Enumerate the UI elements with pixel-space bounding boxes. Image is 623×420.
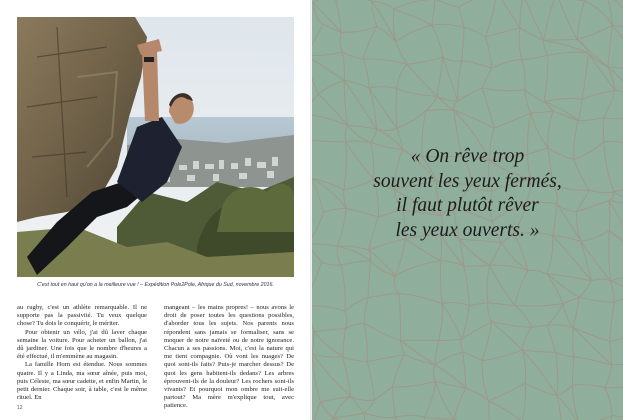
crackle-line: [577, 39, 608, 66]
photo-caption: C'est tout en haut qu'on a la meilleure vue ! – Expédition Pole2Pole, Afrique du Sud, novembre 2016.: [37, 282, 274, 288]
crackle-line: [515, 306, 532, 328]
crackle-line: [458, 7, 464, 27]
crackle-line: [432, 25, 443, 57]
crackle-line: [522, 60, 525, 90]
right-page: [312, 0, 623, 420]
crackle-line: [528, 270, 547, 274]
crackle-line: [581, 241, 611, 281]
crackle-line: [435, 340, 439, 364]
crackle-line: [572, 357, 574, 386]
crackle-line: [334, 397, 351, 418]
crackle-line: [544, 0, 557, 40]
crackle-line: [462, 306, 469, 339]
crackle-line: [489, 401, 523, 420]
crackle-line: [312, 24, 323, 55]
crackle-line: [577, 25, 612, 39]
crackle-line: [342, 52, 363, 59]
crackle-line: [557, 0, 585, 1]
crackle-line: [435, 352, 463, 364]
crackle-line: [573, 328, 610, 342]
crackle-line: [610, 281, 614, 303]
crackle-line: [490, 265, 515, 305]
crackle-line: [344, 81, 347, 126]
quote-line: les yeux ouverts. »: [395, 219, 540, 241]
crackle-line: [392, 381, 435, 387]
crackle-line: [439, 304, 443, 341]
crackle-line: [578, 118, 603, 121]
crackle-line: [341, 26, 377, 32]
crackle-line: [454, 110, 494, 128]
crackle-line: [345, 311, 347, 328]
crackle-line: [426, 110, 454, 111]
crackle-line: [439, 339, 462, 341]
crackle-line: [395, 239, 405, 276]
crackle-line: [367, 361, 374, 400]
crackle-line: [434, 365, 436, 382]
crackle-line: [343, 357, 368, 362]
crackle-line: [369, 88, 397, 128]
crackle-line: [488, 303, 515, 306]
crackle-line: [345, 323, 363, 328]
crackle-line: [312, 244, 337, 246]
crackle-line: [573, 328, 574, 357]
crackle-line: [348, 125, 377, 129]
crackle-line: [323, 24, 341, 32]
paragraph: Pour obtenir un vélo, j'ai dû laver chaque semaine la voiture. Pour acheter un ballon, j'ai dû jardiner. Une fois que le nombre d'heures a été effectué, il m'emmène au magasin.: [17, 328, 147, 361]
crackle-line: [544, 55, 548, 102]
crackle-line: [548, 111, 553, 148]
crackle-line: [489, 401, 490, 420]
crackle-line: [485, 0, 496, 37]
crackle-line: [395, 415, 424, 417]
crackle-line: [614, 298, 623, 302]
crackle-line: [462, 322, 492, 339]
crackle-line: [364, 323, 400, 340]
crackle-line: [318, 94, 347, 125]
crackle-line: [603, 117, 623, 119]
crackle-line: [525, 383, 557, 395]
crackle-line: [515, 271, 528, 306]
crackle-line: [396, 42, 407, 65]
crackle-line: [345, 125, 347, 142]
crackle-line: [337, 246, 370, 260]
crackle-line: [396, 25, 432, 42]
crackle-line: [525, 90, 544, 102]
crackle-line: [312, 332, 314, 354]
crackle-line: [462, 27, 464, 61]
crackle-line: [482, 88, 525, 91]
crackle-line: [490, 243, 502, 266]
quote-line: « On rêve trop: [410, 146, 525, 167]
crackle-line: [318, 81, 344, 95]
crackle-line: [577, 1, 584, 40]
crackle-line: [436, 381, 466, 388]
crackle-line: [312, 306, 314, 332]
crackle-line: [312, 262, 322, 306]
paragraph: au rugby, c'est un athlète remarquable. Il ne supporte pas la passivité. Tu veux quelque chose? Tu dois le conquérir, le mériter.: [17, 304, 147, 328]
crackle-line: [435, 0, 458, 7]
crackle-line: [579, 297, 614, 302]
crackle-line: [407, 57, 443, 64]
crackle-line: [363, 59, 407, 64]
crackle-line: [522, 350, 557, 395]
crackle-line: [397, 64, 407, 88]
crackle-line: [426, 96, 437, 111]
crackle-line: [312, 353, 350, 396]
crackle-line: [371, 261, 395, 276]
crackle-line: [345, 298, 368, 311]
crackle-line: [547, 303, 563, 325]
crackle-line: [397, 111, 426, 128]
crackle-line: [489, 383, 526, 401]
crackle-line: [606, 0, 623, 29]
crackle-line: [531, 111, 553, 113]
crackle-line: [592, 279, 611, 281]
crackle-line: [392, 355, 404, 387]
crackle-line: [579, 281, 591, 298]
crackle-line: [394, 9, 432, 25]
crackle-line: [312, 244, 322, 262]
crackle-line: [605, 386, 623, 388]
crackle-line: [469, 303, 488, 306]
crackle-line: [464, 27, 485, 37]
page-number: 12: [17, 405, 23, 411]
pull-quote: [312, 145, 623, 243]
crackle-line: [494, 113, 531, 128]
crackle-line: [610, 269, 623, 281]
crackle-line: [464, 266, 470, 305]
crackle-line: [375, 387, 393, 400]
crackle-line: [368, 294, 399, 298]
crackle-line: [334, 413, 364, 418]
body-text-column-left: [17, 304, 147, 402]
crackle-line: [313, 0, 335, 2]
crackle-line: [399, 294, 442, 304]
crackle-line: [462, 61, 492, 69]
crackle-line: [610, 281, 623, 299]
crackle-line: [313, 2, 323, 24]
crackle-line: [443, 57, 458, 101]
crackle-line: [351, 397, 375, 401]
crackle-line: [522, 55, 548, 59]
crackle-line: [461, 339, 463, 352]
crackle-line: [496, 0, 519, 28]
crackle-line: [578, 99, 582, 121]
crackle-line: [312, 353, 320, 401]
crackle-line: [363, 59, 369, 88]
crackle-line: [574, 357, 612, 365]
crackle-line: [523, 0, 544, 40]
body-text-column-right: [164, 304, 294, 411]
crackle-line: [399, 294, 400, 341]
crackle-line: [369, 87, 397, 89]
paragraph: La famille Horn est étendue. Nous sommes quatre. Il y a Linda, ma sœur aînée, puis moi, puis Céleste, ma sœur cadette, et enfin Martin, le petit dernier. Chaque soir, à table, c'est le même rituel. En: [17, 361, 147, 402]
crackle-line: [463, 352, 482, 361]
crackle-line: [482, 68, 492, 87]
crackle-line: [612, 364, 623, 369]
crackle-line: [547, 274, 563, 304]
crackle-line: [553, 111, 578, 121]
crackle-line: [458, 61, 462, 101]
crackle-line: [563, 303, 573, 327]
crackle-line: [394, 0, 435, 9]
crackle-line: [482, 361, 489, 401]
crackle-line: [603, 118, 604, 142]
crackle-line: [314, 332, 343, 357]
crackle-line: [584, 0, 606, 1]
crackle-line: [405, 355, 435, 365]
crackle-line: [515, 303, 563, 306]
crackle-line: [437, 96, 458, 101]
crackle-line: [432, 0, 435, 25]
crackle-line: [337, 246, 369, 250]
crackle-line: [572, 385, 604, 387]
crackle-line: [582, 53, 588, 99]
crackle-line: [337, 246, 341, 265]
crackle-line: [605, 365, 612, 387]
crackle-line: [556, 352, 558, 395]
crackle-line: [522, 350, 526, 383]
crackle-line: [522, 350, 556, 352]
crackle-line: [367, 355, 404, 362]
crackle-line: [343, 328, 346, 356]
crackle-line: [363, 26, 377, 59]
crackle-line: [312, 52, 342, 55]
crackle-line: [442, 303, 469, 306]
crackle-line: [341, 261, 371, 265]
crackle-line: [544, 98, 582, 101]
crackle-line: [342, 52, 345, 81]
crackle-line: [458, 88, 482, 101]
crackle-line: [522, 383, 525, 420]
crackle-line: [615, 90, 623, 97]
crackle-line: [482, 350, 522, 361]
crackle-line: [442, 304, 462, 339]
crackle-line: [572, 385, 580, 420]
crackle-line: [606, 0, 612, 25]
crackle-line: [321, 402, 334, 418]
crackle-line: [543, 40, 547, 55]
crackle-line: [610, 334, 623, 342]
crackle-line: [424, 417, 454, 419]
crackle-line: [371, 129, 377, 142]
crackle-line: [335, 0, 342, 32]
crackle-line: [322, 262, 341, 265]
crackle-line: [394, 276, 399, 293]
crackle-line: [463, 352, 466, 388]
crackle-line: [482, 88, 494, 128]
crackle-line: [454, 101, 458, 110]
crackle-line: [364, 323, 368, 361]
crackle-line: [573, 328, 611, 365]
crackle-line: [531, 113, 548, 148]
crackle-line: [520, 0, 523, 28]
crackle-line: [314, 402, 321, 420]
crackle-line: [368, 261, 371, 298]
crackle-line: [557, 385, 572, 395]
crackle-line: [437, 57, 443, 96]
crackle-line: [520, 28, 544, 41]
crackle-line: [532, 325, 548, 327]
crackle-line: [610, 342, 612, 365]
crackle-line: [612, 25, 623, 71]
crackle-line: [580, 416, 612, 420]
crackle-line: [400, 340, 435, 364]
crackle-line: [588, 53, 615, 90]
crackle-line: [485, 37, 491, 68]
crackle-line: [377, 26, 396, 42]
crackle-line: [485, 28, 519, 37]
crackle-line: [364, 298, 368, 323]
crackle-line: [487, 265, 490, 303]
crackle-line: [544, 39, 577, 40]
crackle-line: [312, 140, 346, 142]
crackle-line: [340, 32, 342, 52]
paragraph: mangeant – les mains propres! – nous avons le droit de poser toutes les questions possibles, d'aborder tous les sujets. Nos parents nous répondent sans jamais se formaliser, sans se moquer de notre naïveté ou de notre ignorance. Chacun a ses passions. Moi, c'est la nature qui me tient compagnie. Où vont les nuages? De quoi sont-ils faits? Puis-je marcher dessus? De quoi les gens habitent-ils dedans? Les arbres éprouvent-ils de la douleur? Les rochers sont-ils vivants? Et pourquoi mon ombre me suit-elle partout? Ma mère m'explique tout, avec patience.: [164, 304, 294, 410]
crackle-line: [522, 328, 531, 351]
quote-line: souvent les yeux fermés,: [373, 170, 562, 192]
crackle-line: [314, 328, 346, 331]
crackle-line: [460, 239, 490, 265]
crackle-line: [312, 55, 344, 81]
crackle-line: [440, 261, 442, 304]
crackle-line: [458, 0, 496, 7]
crackle-line: [603, 90, 615, 118]
crackle-line: [608, 25, 612, 67]
crackle-line: [364, 400, 375, 413]
crackle-line: [424, 381, 435, 417]
crackle-line: [547, 325, 573, 328]
crackle-line: [341, 265, 345, 311]
crackle-line: [605, 387, 613, 415]
crackle-line: [584, 1, 612, 25]
crackle-line: [312, 94, 318, 113]
crackle-line: [364, 413, 395, 417]
crackle-line: [392, 387, 395, 417]
quote-line: il faut plutôt rêver: [396, 195, 539, 216]
climbing-photo: [17, 17, 294, 277]
crackle-line: [437, 96, 454, 110]
crackle-line: [396, 89, 397, 129]
crackle-line: [557, 0, 577, 39]
crackle-line: [556, 352, 574, 357]
crackle-line: [547, 325, 555, 352]
crackle-line: [612, 416, 623, 418]
crackle-line: [464, 265, 490, 266]
crackle-line: [492, 60, 522, 69]
crackle-line: [407, 64, 437, 96]
crackle-line: [436, 381, 455, 419]
crackle-line: [482, 322, 492, 361]
crackle-line: [519, 28, 522, 60]
crackle-line: [573, 297, 579, 327]
crackle-line: [610, 302, 615, 341]
crackle-line: [335, 0, 372, 1]
crackle-line: [454, 388, 466, 419]
crackle-line: [548, 52, 589, 55]
crackle-line: [432, 24, 464, 27]
crackle-line: [443, 57, 462, 61]
crackle-line: [582, 90, 615, 99]
crackle-line: [395, 261, 441, 276]
crackle-line: [563, 297, 579, 303]
crackle-line: [312, 306, 345, 312]
crackle-line: [488, 303, 492, 322]
